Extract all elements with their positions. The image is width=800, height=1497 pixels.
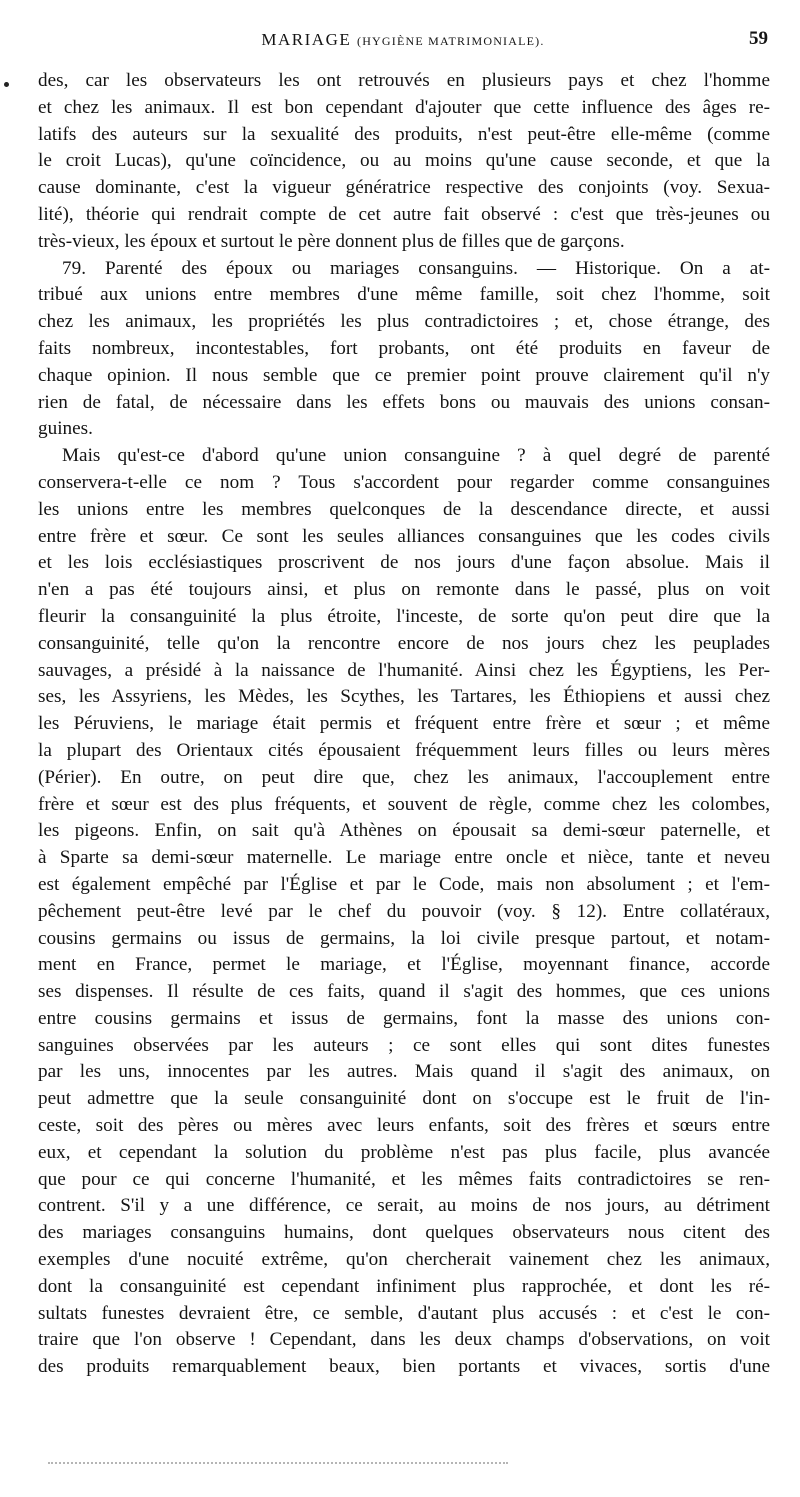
section-heading-line: 79. Parenté des époux ou mariages consanguins. — Historique. On a at- <box>62 257 770 279</box>
text-line: pêchement peut-être levé par le chef du pouvoir (voy. § 12). Entre collatéraux, <box>38 900 770 922</box>
text-line: que pour ce qui concerne l'humanité, et les mêmes faits contradictoires se ren- <box>38 1168 770 1190</box>
text-line: entre frère et sœur. Ce sont les seules alliances consanguines que les codes civils <box>38 525 770 547</box>
text-line: les pigeons. Enfin, on sait qu'à Athènes on épousait sa demi-sœur paternelle, et <box>38 820 770 842</box>
text-line: des mariages consanguins humains, dont quelques observateurs nous citent des <box>38 1222 770 1244</box>
text-line: par les uns, innocentes par les autres. Mais quand il s'agit des animaux, on <box>38 1061 770 1083</box>
text-line: les unions entre les membres quelconques de la descendance directe, et aussi <box>38 498 770 520</box>
text-line: ses, les Assyriens, les Mèdes, les Scythes, les Tartares, les Éthiopiens et aussi chez <box>38 686 770 708</box>
running-title-sub: (HYGIÈNE MATRIMONIALE). <box>357 34 545 48</box>
text-line: ment en France, permet le mariage, et l'Église, moyennant finance, accorde <box>38 954 770 976</box>
text-line: le croit Lucas), qu'une coïncidence, ou au moins qu'une cause seconde, et que la <box>38 150 770 172</box>
text-line: Mais qu'est-ce d'abord qu'une union consanguine ? à quel degré de parenté <box>62 445 770 467</box>
text-line: n'en a pas été toujours ainsi, et plus on remonte dans le passé, plus on voit <box>38 579 770 601</box>
page-header <box>38 30 768 60</box>
page-number: 59 <box>749 28 768 49</box>
running-title-main: MARIAGE <box>261 30 352 49</box>
text-line: sanguines observées par les auteurs ; ce sont elles qui sont dites funestes <box>38 1034 770 1056</box>
text-line: chez les animaux, les propriétés les plus contradictoires ; et, chose étrange, des <box>38 311 770 333</box>
text-line: fleurir la consanguinité la plus étroite, l'inceste, de sorte qu'on peut dire que la <box>38 605 770 627</box>
text-line: rien de fatal, de nécessaire dans les effets bons ou mauvais des unions consan- <box>38 391 770 413</box>
text-line: faits nombreux, incontestables, fort probants, ont été produits en faveur de <box>38 337 770 359</box>
text-line: tribué aux unions entre membres d'une même famille, soit chez l'homme, soit <box>38 284 770 306</box>
text-line: peut admettre que la seule consanguinité dont on s'occupe est le fruit de l'in- <box>38 1088 770 1110</box>
text-line: sultats funestes devraient être, ce semble, d'autant plus accusés : et c'est le con- <box>38 1302 770 1324</box>
text-line: et chez les animaux. Il est bon cependant d'ajouter que cette influence des âges re- <box>38 96 770 118</box>
text-line: conservera-t-elle ce nom ? Tous s'accordent pour regarder comme consanguines <box>38 471 770 493</box>
text-line: guines. <box>38 418 93 440</box>
text-line: eux, et cependant la solution du problème n'est pas plus facile, plus avancée <box>38 1141 770 1163</box>
text-line: dont la consanguinité est cependant infiniment plus rapprochée, et dont les ré- <box>38 1275 770 1297</box>
text-line: lité), théorie qui rendrait compte de cet autre fait observé : c'est que très-jeunes ou <box>38 203 770 225</box>
text-line: des produits remarquablement beaux, bien portants et vivaces, sortis d'une <box>38 1356 770 1378</box>
text-line: chaque opinion. Il nous semble que ce premier point prouve clairement qu'il n'y <box>38 364 770 386</box>
text-line: traire que l'on observe ! Cependant, dans les deux champs d'observations, on voit <box>38 1329 770 1351</box>
text-line: très-vieux, les époux et surtout le père donnent plus de filles que de garçons. <box>38 230 625 252</box>
running-title <box>38 30 768 50</box>
footer-rule <box>48 1462 508 1464</box>
margin-mark <box>4 82 9 87</box>
text-line: les Péruviens, le mariage était permis et fréquent entre frère et sœur ; et même <box>38 713 770 735</box>
text-line: des, car les observateurs les ont retrouvés en plusieurs pays et chez l'homme <box>38 70 770 91</box>
text-line: ceste, soit des pères ou mères avec leurs enfants, soit des frères et sœurs entre <box>38 1115 770 1137</box>
text-line: latifs des auteurs sur la sexualité des produits, n'est peut-être elle-même (comme <box>38 123 770 145</box>
text-line: sauvages, a présidé à la naissance de l'humanité. Ainsi chez les Égyptiens, les Per- <box>38 659 770 681</box>
text-line: est également empêché par l'Église et par le Code, mais non absolument ; et l'em- <box>38 873 770 895</box>
text-line: la plupart des Orientaux cités épousaient fréquemment leurs filles ou leurs mères <box>38 739 770 761</box>
text-line: cousins germains ou issus de germains, la loi civile presque partout, et notam- <box>38 927 770 949</box>
text-line: consanguinité, telle qu'on la rencontre encore de nos jours chez les peuplades <box>38 632 770 654</box>
text-line: frère et sœur est des plus fréquents, et souvent de règle, comme chez les colombes, <box>38 793 770 815</box>
text-line: ses dispenses. Il résulte de ces faits, quand il s'agit des hommes, que ces unions <box>38 981 770 1003</box>
text-line: exemples d'une nocuité extrême, qu'on chercherait vainement chez les animaux, <box>38 1249 770 1271</box>
text-line: contrent. S'il y a une différence, ce serait, au moins de nos jours, au détriment <box>38 1195 770 1217</box>
text-line: à Sparte sa demi-sœur maternelle. Le mariage entre oncle et nièce, tante et neveu <box>38 847 770 869</box>
text-line: (Périer). En outre, on peut dire que, chez les animaux, l'accouplement entre <box>38 766 770 788</box>
body-text <box>38 68 770 1381</box>
text-line: et les lois ecclésiastiques proscrivent de nos jours d'une façon absolue. Mais il <box>38 552 770 574</box>
text-line: entre cousins germains et issus de germains, font la masse des unions con- <box>38 1007 770 1029</box>
text-line: cause dominante, c'est la vigueur génératrice respective des conjoints (voy. Sexua- <box>38 177 770 199</box>
